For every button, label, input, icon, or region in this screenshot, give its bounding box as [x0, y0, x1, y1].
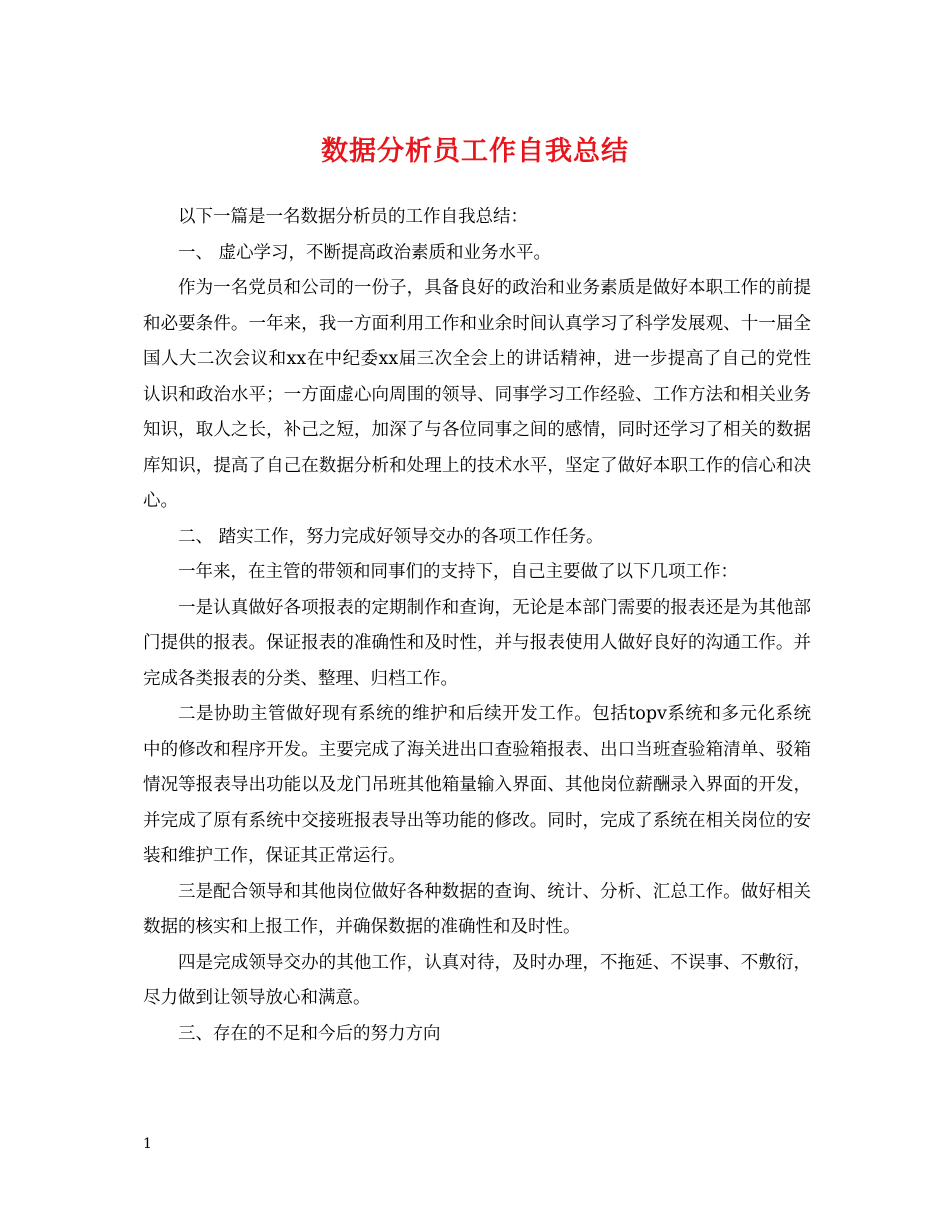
section-heading-2: 二、 踏实工作，努力完成好领导交办的各项工作任务。	[178, 526, 604, 547]
paragraph-study: 作为一名党员和公司的一份子，具备良好的政治和业务素质是做好本职工作的前提和必要条件。一年来，我一方面利用工作和业余时间认真学习了科学发展观、十一届全国人大二次会议和xx在中纪委xx届三次全会上的讲话精神，进一步提高了自己的党性认识和政治水平；一方面虚心向周围的领导、同事学习工作经验、工作方法和相关业务知识，取人之长，补己之短，加深了与各位同事之间的感情，同时还学习了相关的数据库知识，提高了自己在数据分析和处理上的技术水平，坚定了做好本职工作的信心和决心。	[143, 278, 811, 511]
section-heading-1: 一、 虚心学习，不断提高政治素质和业务水平。	[178, 242, 552, 263]
paragraph-intro: 以下一篇是一名数据分析员的工作自我总结：	[178, 207, 528, 227]
paragraph-other-tasks: 四是完成领导交办的其他工作，认真对待，及时办理，不拖延、不误事、不敷衍，尽力做到让领导放心和满意。	[143, 952, 811, 1008]
paragraph-reports: 一是认真做好各项报表的定期制作和查询，无论是本部门需要的报表还是为其他部门提供的报表。保证报表的准确性和及时性，并与报表使用人做好良好的沟通工作。并完成各类报表的分类、整理、归档工作。	[143, 597, 811, 689]
paragraph-data-analysis: 三是配合领导和其他岗位做好各种数据的查询、统计、分析、汇总工作。做好相关数据的核实和上报工作，并确保数据的准确性和及时性。	[143, 881, 811, 937]
page-number: 1	[143, 1136, 152, 1152]
document-body	[143, 200, 811, 1052]
paragraph-work-intro: 一年来，在主管的带领和同事们的支持下，自己主要做了以下几项工作：	[178, 562, 738, 582]
section-heading-3: 三、存在的不足和今后的努力方向	[178, 1023, 441, 1044]
document-title: 数据分析员工作自我总结	[321, 136, 629, 167]
paragraph-systems: 二是协助主管做好现有系统的维护和后续开发工作。包括topv系统和多元化系统中的修改和程序开发。主要完成了海关进出口查验箱报表、出口当班查验箱清单、驳箱情况等报表导出功能以及龙门吊班其他箱量输入界面、其他岗位薪酬录入界面的开发，并完成了原有系统中交接班报表导出等功能的修改。同时，完成了系统在相关岗位的安装和维护工作，保证其正常运行。	[143, 704, 811, 866]
